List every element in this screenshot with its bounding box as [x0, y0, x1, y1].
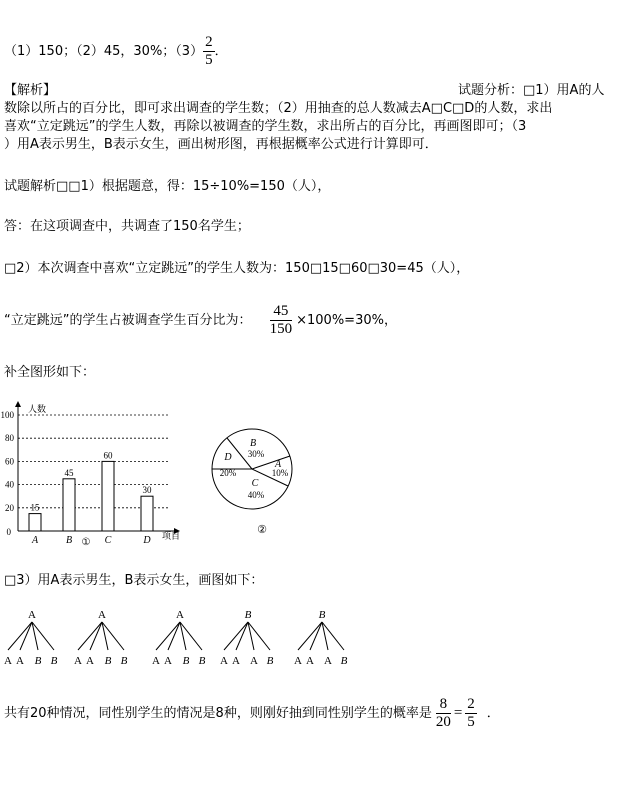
tree-diagram: [0, 602, 360, 672]
tree-leaf: A: [232, 655, 240, 667]
x-tick-label: C: [104, 535, 112, 546]
y-axis-arrow: [15, 401, 21, 407]
solution-percent-line: “立定跳远”的学生占被调查学生百分比为： $\frac{45}{150}$ ×100%=30%，: [4, 303, 397, 337]
tree-leaf: A: [74, 655, 82, 667]
tree-leaf: A: [294, 655, 302, 667]
analysis-line4: ）用A表示男生，B表示女生，画出树形图，再根据概率公式进行计算即可．: [4, 137, 438, 152]
pie-chart: [200, 412, 310, 547]
tree-leaf: B: [198, 655, 206, 667]
tree-branch: [236, 622, 248, 650]
tree-leaf: B: [182, 655, 190, 667]
pie-pct-b: 30%: [247, 449, 265, 459]
pie-label-b: B: [249, 438, 257, 449]
bar-figure-label: ①: [81, 537, 91, 548]
bar-c: [102, 461, 114, 531]
tree-root: A: [176, 609, 184, 621]
pie-label-c: C: [251, 478, 259, 489]
answer-text: （1）150；（2）45，30%；（3）: [4, 44, 204, 59]
analysis-heading: 【解析】: [4, 83, 57, 98]
pie-pct-c: 40%: [247, 490, 265, 500]
tree-leaf: A: [16, 655, 24, 667]
y-tick-label: 40: [5, 479, 14, 490]
tree-leaf: B: [104, 655, 112, 667]
tree-branch: [168, 622, 180, 650]
tree-leaf: B: [34, 655, 42, 667]
x-axis-label: 项目: [162, 531, 181, 541]
bar-a: [29, 514, 41, 531]
pie-label-a: A: [274, 459, 282, 470]
tree-branch: [156, 622, 180, 650]
tree-leaf: A: [164, 655, 172, 667]
tree-leaf: A: [86, 655, 94, 667]
answer-fraction: $\frac{2}{5}$: [205, 34, 213, 68]
tree-branch: [78, 622, 102, 650]
solution-answer1: 答：在这项调查中，共调查了150名学生；: [4, 219, 250, 234]
tree-leaf: A: [4, 655, 12, 667]
y-tick-label: 80: [5, 433, 14, 444]
tree-root: A: [28, 609, 36, 621]
y-axis-label: 人数: [28, 404, 47, 414]
pie-label-d: D: [224, 452, 232, 463]
tree-root: A: [98, 609, 106, 621]
x-tick-label: B: [65, 535, 73, 546]
tree-leaf: B: [340, 655, 348, 667]
tree-leaf: B: [120, 655, 128, 667]
analysis-line3: 喜欢“立定跳远”的学生人数，再除以被调查的学生数，求出所占的百分比，再画图即可；（3: [4, 119, 527, 134]
bar-value-label: 30: [142, 485, 152, 496]
tree-leaf: B: [266, 655, 274, 667]
tree-branch: [90, 622, 102, 650]
pie-pct-d: 20%: [219, 468, 237, 478]
x-tick-label: A: [31, 535, 39, 546]
tree-leaf: A: [220, 655, 228, 667]
answer-line: （1）150；（2）45，30%；（3） $\frac{2}{5}$ ．: [4, 34, 228, 68]
tree-leaf: A: [324, 655, 332, 667]
tree-leaf: B: [50, 655, 58, 667]
bar-d: [141, 496, 153, 531]
y-tick-label: 60: [5, 456, 14, 467]
solution-complete-figure: 补全图形如下：: [4, 365, 96, 380]
probability-fraction-1: $\frac{8}{20}$: [435, 696, 451, 730]
bar-value-label: 60: [103, 450, 113, 461]
tree-leaf: A: [306, 655, 314, 667]
analysis-line2: 数除以所占的百分比，即可求出调查的学生数；（2）用抽查的总人数减去A□C□D的人数，求出: [4, 101, 553, 116]
analysis-intro: 试题分析：□1）用A的人: [458, 83, 605, 98]
tree-branch: [224, 622, 248, 650]
bar-value-label: 45: [64, 467, 74, 478]
tree-branch: [20, 622, 32, 650]
pie-pct-a: 10%: [271, 468, 289, 478]
solution-probability-line: 共有20种情况，同性别学生的情况是8种，则刚好抽到同性别学生的概率是 $\frac{8}{20}$ = $\frac{2}{5}$ ．: [4, 696, 500, 730]
solution-step2: □2）本次调查中喜欢“立定跳远”的学生人数为：150□15□60□30=45（人），: [4, 261, 470, 276]
probability-fraction-2: $\frac{2}{5}$: [467, 696, 475, 730]
tree-branch: [310, 622, 322, 650]
x-tick-label: D: [143, 535, 151, 546]
solution-step3: □3）用A表示男生，B表示女生，画图如下：: [4, 573, 264, 588]
tree-branch: [298, 622, 322, 650]
y-tick-label: 100: [0, 410, 14, 420]
y-tick-label: 20: [5, 502, 14, 513]
tree-leaf: A: [152, 655, 160, 667]
solution-step1: 试题解析□□1）根据题意，得：15÷10%=150（人），: [4, 179, 331, 194]
y-tick-label: 0: [6, 527, 11, 537]
tree-root: B: [318, 609, 326, 621]
tree-root: B: [244, 609, 252, 621]
tree-leaf: A: [250, 655, 258, 667]
bar-chart: [0, 395, 200, 555]
percent-fraction: $\frac{45}{150}$: [269, 303, 293, 337]
tree-branch: [8, 622, 32, 650]
pie-figure-label: ②: [257, 524, 267, 536]
bar-value-label: 15: [30, 502, 40, 513]
bar-b: [63, 479, 75, 531]
